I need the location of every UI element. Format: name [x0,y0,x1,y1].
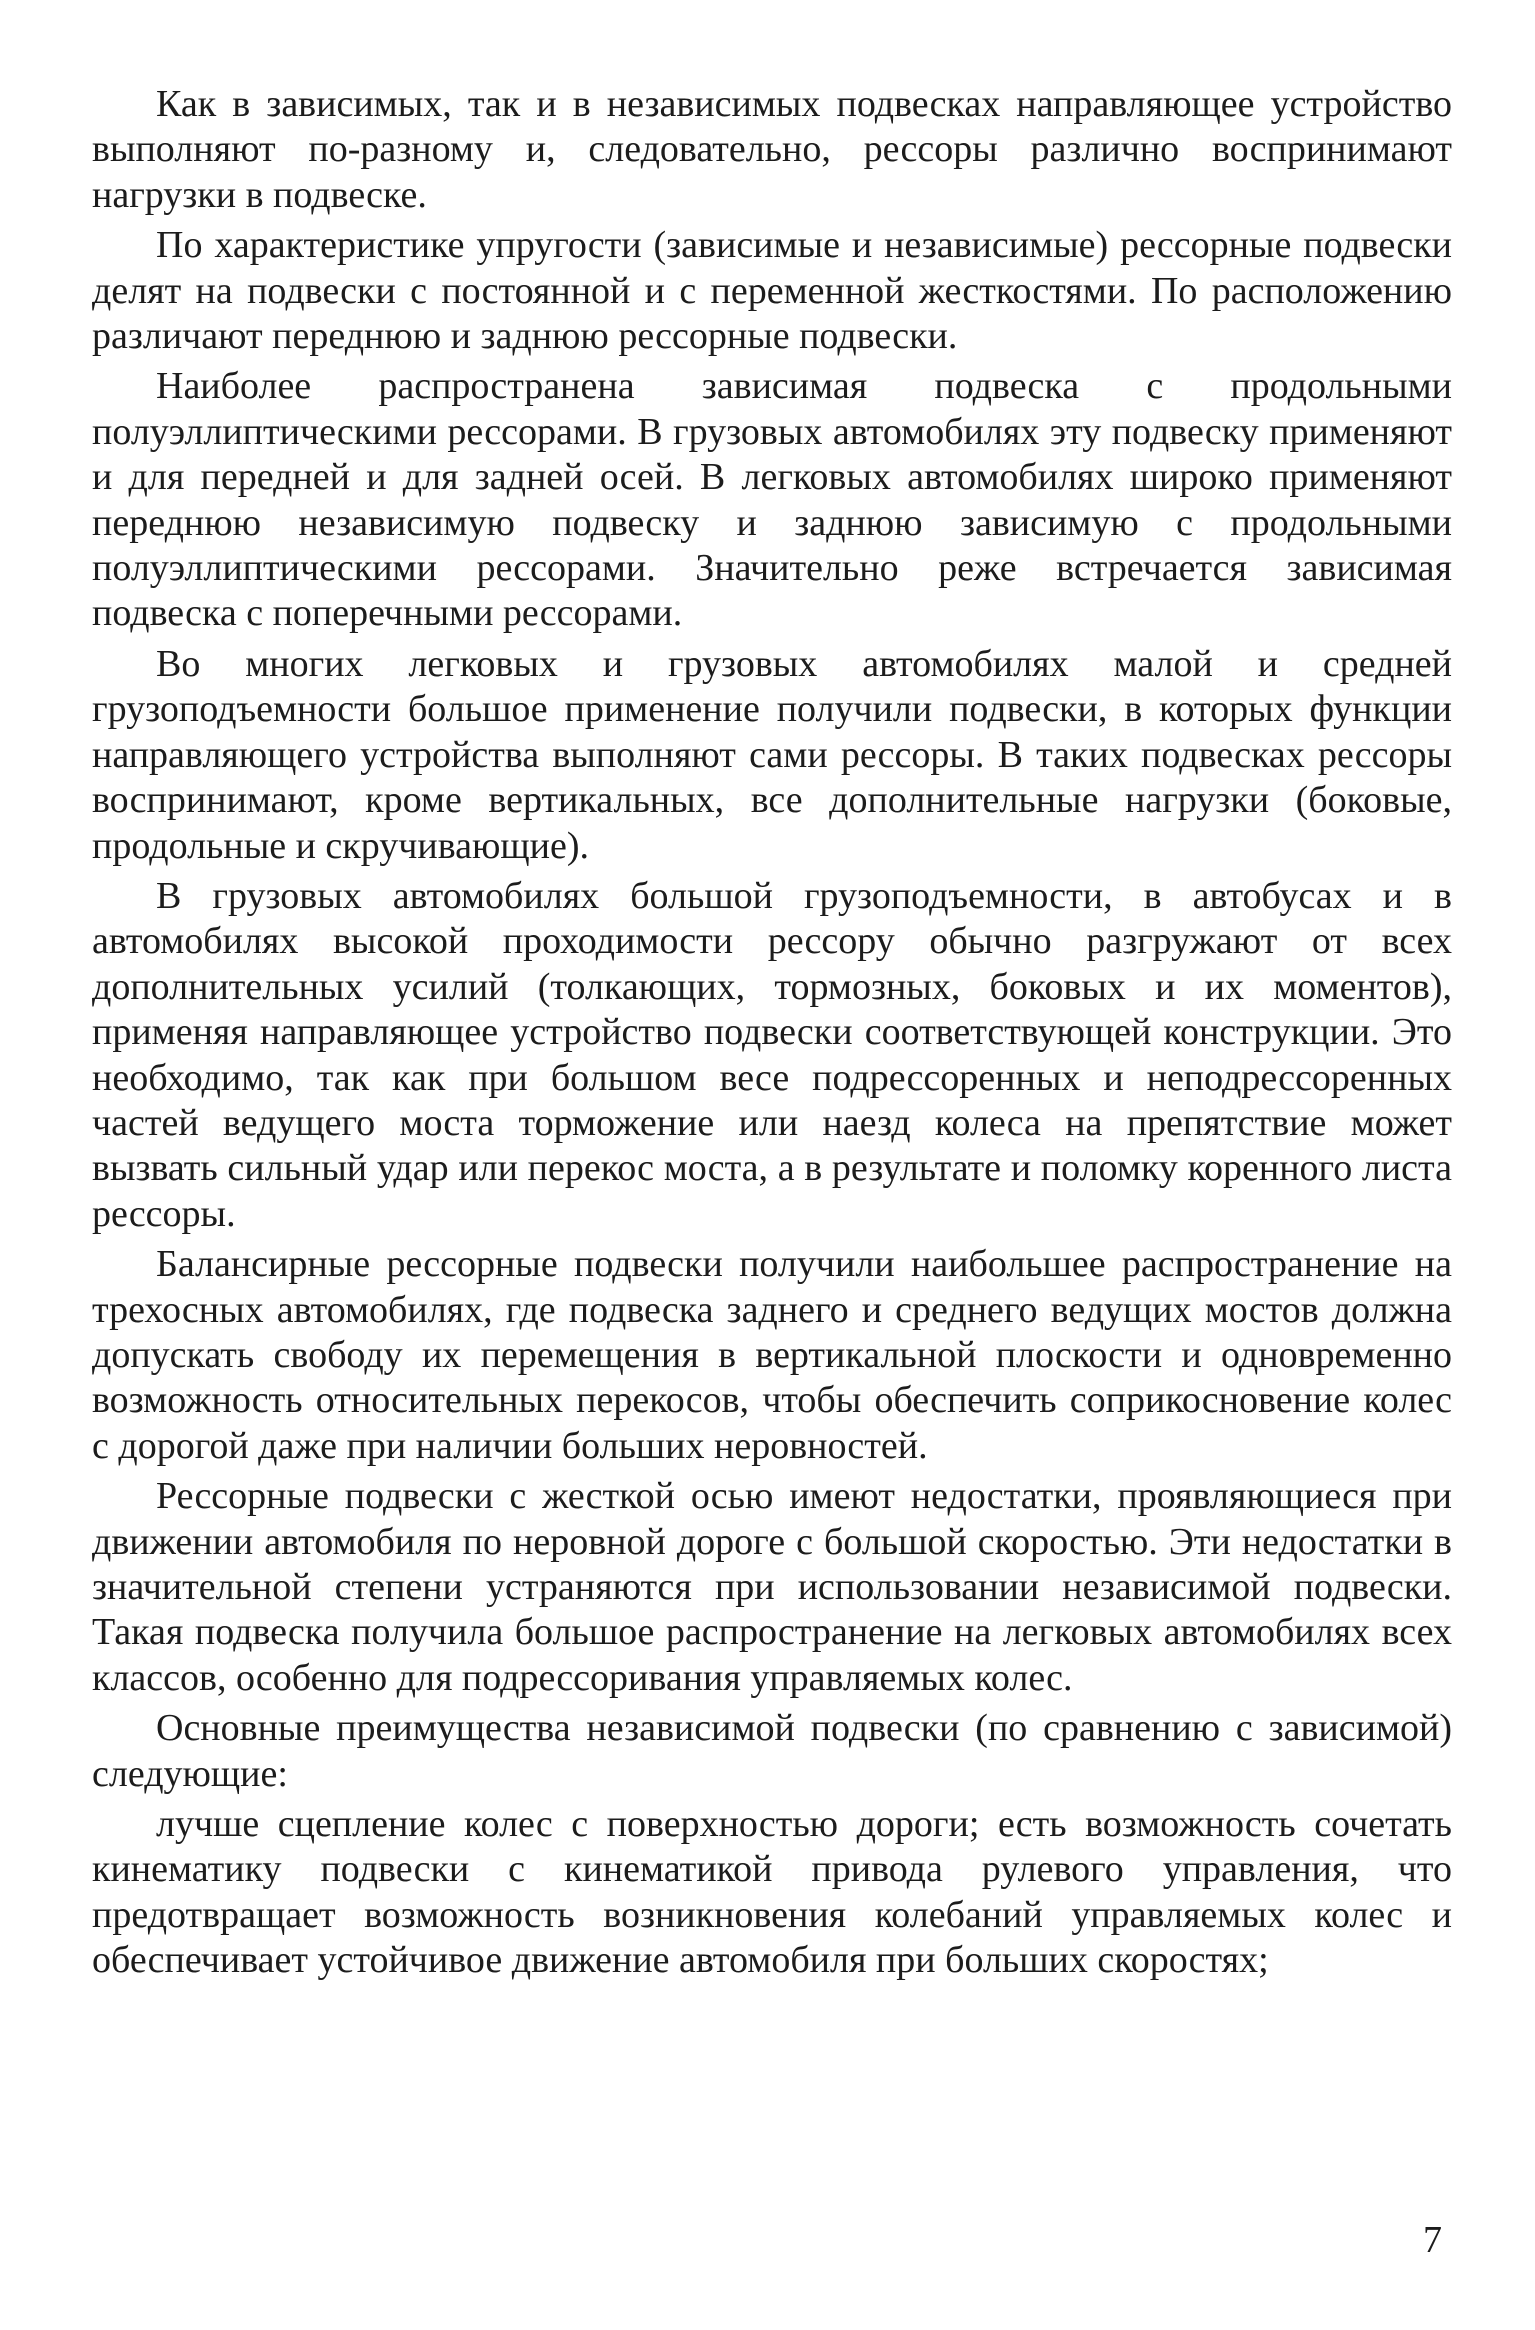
paragraph-1: Как в зависимых, так и в независимых подвесках направляющее устройство выполняют по-разному и, следовательно, рессоры различно воспринимают нагрузки в подвеске. [92,83,1452,216]
paragraph-6: Балансирные рессорные подвески получили наибольшее распространение на трехосных автомобилях, где подвеска заднего и среднего ведущих мостов должна допускать свободу их перемещения в вертикальной плоскости и одновременно возможность относительных перекосов, чтобы обеспечить соприкосновение колес с дорогой даже при наличии больших неровностей. [92,1243,1452,1467]
paragraph-9: лучше сцепление колес с поверхностью дороги; есть возможность сочетать кинематику подвески с кинематикой привода рулевого управления, что предотвращает возможность возникновения колебаний управляемых колес и обеспечивает устойчивое движение автомобиля при больших скоростях; [92,1803,1452,1982]
page-body [92,82,1452,1989]
paragraph-7: Рессорные подвески с жесткой осью имеют недостатки, проявляющиеся при движении автомобиля по неровной дороге с большой скоростью. Эти недостатки в значительной степени устраняются при использовании независимой подвески. Такая подвеска получила большое распространение на легковых автомобилях всех классов, особенно для подрессоривания управляемых колес. [92,1475,1452,1699]
paragraph-5: В грузовых автомобилях большой грузоподъемности, в автобусах и в автомобилях высокой проходимости рессору обычно разгружают от всех дополнительных усилий (толкающих, тормозных, боковых и их моментов), применяя направляющее устройство подвески соответствующей конструкции. Это необходимо, так как при большом весе подрессоренных и неподрессоренных частей ведущего моста торможение или наезд колеса на препятствие может вызвать сильный удар или перекос моста, а в результате и поломку коренного листа рессоры. [92,874,1452,1235]
paragraph-3: Наиболее распространена зависимая подвеска с продольными полуэллиптическими рессорами. В грузовых автомобилях эту подвеску применяют и для передней и для задней осей. В легковых автомобилях широко применяют переднюю независимую подвеску и заднюю зависимую с продольными полуэллиптическими рессорами. Значительно реже встречается зависимая подвеска с поперечными рессорами. [92,365,1452,635]
paragraph-2: По характеристике упругости (зависимые и независимые) рессорные подвески делят на подвески с постоянной и с переменной жесткостями. По расположению различают переднюю и заднюю рессорные подвески. [92,224,1452,358]
paragraph-8: Основные преимущества независимой подвески (по сравнению с зависимой) следующие: [92,1707,1452,1795]
page-number: 7 [1423,2219,1442,2261]
paragraph-4: Во многих легковых и грузовых автомобилях малой и средней грузоподъемности большое применение получили подвески, в которых функции направляющего устройства выполняют сами рессоры. В таких подвесках рессоры воспринимают, кроме вертикальных, все дополнительные нагрузки (боковые, продольные и скручивающие). [92,642,1452,867]
